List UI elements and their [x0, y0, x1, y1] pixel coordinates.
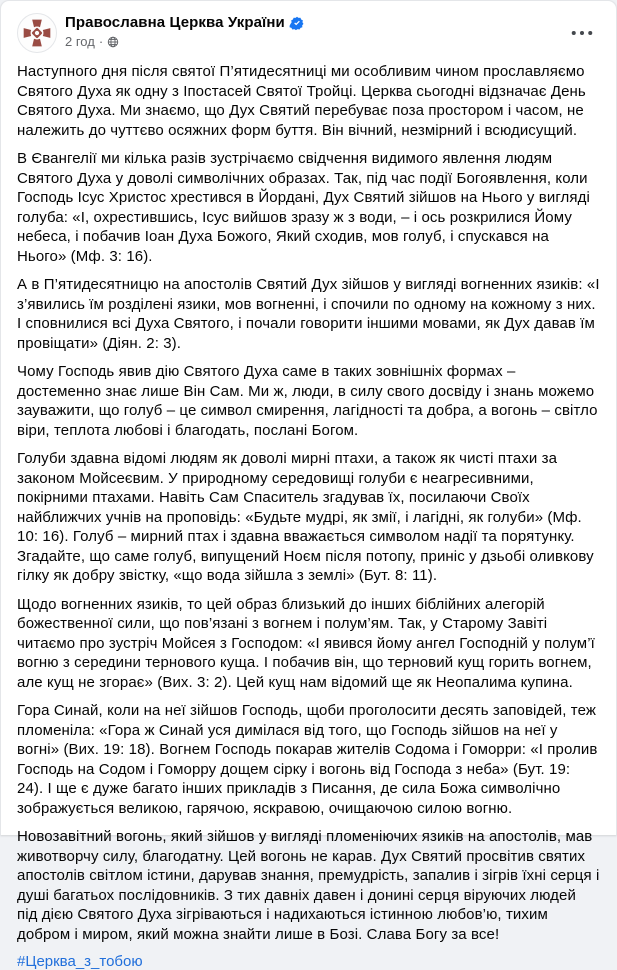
header-text — [65, 13, 564, 49]
post-paragraph: Щодо вогненних язиків, то цей образ близький до інших біблійних алегорій божественної сили, що пов’язані з вогнем і полум’ям. Так, у Старому Завіті читаємо про зустріч Мойсея з Господом: «І явився йому ангел Господній у полум’ї вогню з середини тернового куща. І побачив він, що терновий кущ горить вогнем, але кущ не згорає» (Вих. 3: 2). Цей кущ нам відомий ще як Неопалима купина. — [17, 595, 595, 691]
post-paragraph: Наступного дня після святої П’ятидесятниці ми особливим чином прославляємо Святого Духа як одну з Іпостасей Святої Тройці. Церква сьогодні відзначає День Святого Духа. Ми знаємо, що Дух Святий перебуває поза простором і часом, не належить до чуттєво осяжних форм буття. Він вічний, незмірний і всюдисущий. — [17, 63, 586, 139]
hashtag-link[interactable]: #Церква_з_тобою — [17, 953, 143, 970]
globe-audience-icon — [107, 36, 119, 48]
timestamp[interactable]: 2 год — [65, 34, 95, 49]
post-paragraph: В Євангелії ми кілька разів зустрічаємо свідчення видимого явлення людям Святого Духа у доволі символічних образах. Так, під час події Богоявлення, коли Господь Ісус Христос хрестився в Йордані, Дух Святий зійшов на Нього у вигляді голуба: «І, охрестившись, Ісус вийшов зразу ж з води, – і ось розкрилися Йому небеса, і побачив Іоан Духа Божого, Який сходив, мов голуб, і спускався на Нього» (Мф. 3: 16). — [17, 150, 590, 265]
post-paragraph: А в П’ятидесятницю на апостолів Святий Дух зійшов у вигляді вогненних язиків: «І з’явились їм розділені язики, мов вогненні, і спочили по одному на кожному з них. І сповнилися всі Духа Святого, і почали говорити іншими мовами, як Дух давав їм провіщати» (Діян. 2: 3). — [17, 276, 600, 352]
post-text — [1, 53, 616, 953]
post-paragraph: Новозавітний вогонь, який зійшов у вигляді пломеніючих язиків на апостолів, мав животворчу силу, благодатну. Цей вогонь не карав. Дух Святий просвітив святих апостолів світлом істини, дарував знання, премудрість, запалив і зігрів їхні серця і душі багатьох послідовників. З тих давніх давен і донині серця віруючих людей під дією Святого Духа зігріваються і надихаються істинною любов’ю, тихим добром і миром, який можна знайти лише в Бозі. Слава Богу за все! — [17, 828, 600, 943]
post-paragraph: Голуби здавна відомі людям як доволі мирні птахи, а також як чисті птахи за законом Мойсеєвим. У природному середовищі голуби є неагресивними, покірними птахами. Навіть Сам Спаситель згадував їх, посилаючи Своїх найближчих учнів на проповідь: «Будьте мудрі, як змії, і лагідні, як голуби» (Мф. 10: 16). Голуб – мирний птах і здавна вважається символом надії та порятунку. Згадайте, що саме голуб, випущений Ноєм після потопу, приніс у дзьобі оливкову гілку як добру звістку, «що вода зійшла з землі» (Бут. 8: 11). — [17, 450, 594, 584]
verified-badge-icon — [290, 16, 304, 30]
ellipsis-icon — [571, 30, 593, 36]
page-name-link[interactable]: Православна Церква України — [65, 14, 285, 31]
post-header — [1, 1, 616, 53]
more-options-button[interactable] — [564, 15, 600, 51]
avatar[interactable] — [17, 13, 57, 53]
post-paragraph: Чому Господь явив дію Святого Духа саме в таких зовнішніх формах – достеменно знає лише Він Сам. Ми ж, люди, в силу свого досвіду і знань можемо зауважити, що голуб – це символ смирення, лагідності та добра, а вогонь – світло віри, теплота любові і благодать, послані Богом. — [17, 363, 598, 439]
meta-separator: · — [98, 34, 104, 49]
post-paragraph: Гора Синай, коли на неї зійшов Господь, щоби проголосити десять заповідей, теж пломеніла: «Гора ж Синай уся димілася від того, що Господь зійшов на неї у вогні» (Вих. 19: 18). Вогнем Господь покарав жителів Содома і Гоморри: «І пролив Господь на Содом і Гоморру дощем сірку і вогонь від Господа з неба» (Бут. 19: 24). І ще є дуже багато інших прикладів з Писання, де сила Божа символічно зображується великою, гарячою, яскравою, очищаючою силою вогню. — [17, 702, 598, 817]
church-cross-icon — [20, 16, 54, 50]
